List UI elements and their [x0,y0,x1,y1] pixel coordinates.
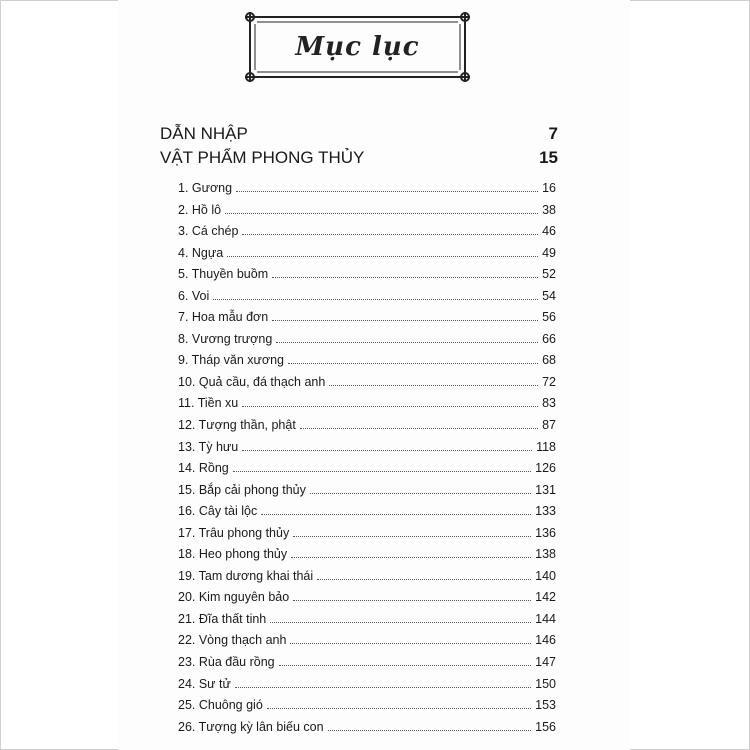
dot-leader [272,277,538,278]
dot-leader [227,256,538,257]
toc-entry-page-number: 38 [542,202,556,217]
toc-entry-page-number: 56 [542,310,556,325]
toc-entry [178,415,556,437]
toc-entry [178,609,556,631]
toc-entry-label: 24. Sư tử [178,676,231,691]
dot-leader [213,299,538,300]
toc-entry-label: 5. Thuyền buồm [178,267,269,282]
toc-entry-label: 13. Tỳ hưu [178,439,239,454]
toc-entry-label: 3. Cá chép [178,224,239,239]
toc-entry-page-number: 146 [535,633,556,648]
dot-leader [261,514,531,515]
toc-entry-page-number: 142 [535,590,556,605]
toc-entry-label: 17. Trâu phong thủy [178,525,290,540]
toc-entry-label: 8. Vương trượng [178,331,273,346]
toc-entry-label: 15. Bắp cải phong thủy [178,482,306,497]
section-page-number: 15 [539,148,558,167]
dot-leader [272,320,538,321]
toc-entry [178,286,556,308]
dot-leader [291,557,531,558]
section-feng-shui-items [160,148,558,168]
dot-leader [242,450,532,451]
toc-entry-label: 22. Vòng thạch anh [178,633,287,648]
toc-entry-label: 6. Voi [178,288,210,303]
toc-entry-page-number: 144 [535,611,556,626]
dot-leader [317,579,531,580]
toc-entry-page-number: 83 [542,396,556,411]
toc-entry-page-number: 68 [542,353,556,368]
toc-entry-page-number: 147 [535,655,556,670]
toc-entry-page-number: 52 [542,267,556,282]
toc-entry-page-number: 72 [542,374,556,389]
toc-entry-label: 1. Gương [178,181,233,195]
toc-entry-label: 12. Tượng thần, phật [178,418,296,433]
toc-entry-page-number: 16 [542,181,556,195]
toc-entry [178,480,556,502]
toc-entry-page-number: 156 [535,719,556,734]
title-frame [243,10,472,84]
toc-entry-page-number: 126 [535,461,556,476]
toc-entry-label: 16. Cây tài lộc [178,504,258,519]
toc-entry-page-number: 118 [536,439,556,454]
toc-entry-label: 21. Đĩa thất tinh [178,611,267,626]
dot-leader [290,643,531,644]
dot-leader [288,363,538,364]
section-label: DẪN NHẬP [160,124,248,143]
toc-entry-label: 7. Hoa mẫu đơn [178,310,269,325]
dot-leader [236,191,538,192]
section-intro [160,124,558,144]
toc-entry-label: 18. Heo phong thủy [178,547,288,562]
toc-entry [178,458,556,480]
toc-entry [178,674,556,696]
toc-list [178,178,556,738]
toc-entry-page-number: 87 [542,418,556,433]
dot-leader [279,665,532,666]
section-page-number: 7 [548,124,558,143]
toc-entry [178,501,556,523]
toc-entry [178,200,556,222]
dot-leader [276,342,538,343]
toc-entry-page-number: 140 [535,568,556,583]
toc-entry-label: 4. Ngựa [178,245,224,260]
toc-entry-label: 14. Rồng [178,461,229,476]
dot-leader [310,493,531,494]
dot-leader [242,234,538,235]
toc-entry-page-number: 54 [542,288,556,303]
toc-entry-label: 23. Rùa đầu rồng [178,655,275,670]
toc-entry [178,243,556,265]
toc-entry-label: 9. Tháp văn xương [178,353,284,368]
toc-entry [178,544,556,566]
toc-entry-label: 26. Tượng kỳ lân biếu con [178,719,324,734]
dot-leader [233,471,531,472]
dot-leader [270,622,531,623]
toc-entry-page-number: 46 [542,224,556,239]
toc-entry-label: 20. Kim nguyên bảo [178,590,290,605]
toc-entry-label: 10. Quả cầu, đá thạch anh [178,374,326,389]
toc-entry-label: 11. Tiền xu [178,396,239,411]
toc-entry [178,587,556,609]
toc-entry [178,566,556,588]
toc-entry [178,652,556,674]
dot-leader [328,730,532,731]
dot-leader [267,708,531,709]
toc-entry [178,307,556,329]
toc-entry-page-number: 136 [535,525,556,540]
toc-entry [178,221,556,243]
toc-entry [178,523,556,545]
toc-entry-label: 25. Chuông gió [178,698,263,713]
dot-leader [225,213,538,214]
dot-leader [300,428,538,429]
toc-entry [178,372,556,394]
page-title: Mục lục [295,32,420,62]
dot-leader [235,687,531,688]
toc-entry [178,264,556,286]
toc-entry-page-number: 131 [535,482,556,497]
section-label: VẬT PHẨM PHONG THỦY [160,148,365,167]
toc-entry-page-number: 66 [542,331,556,346]
dot-leader [293,536,531,537]
toc-entry-label: 19. Tam dương khai thái [178,568,314,583]
toc-entry [178,178,556,200]
toc-entry-label: 2. Hồ lô [178,202,222,217]
toc-entry [178,329,556,351]
toc-entry-page-number: 138 [535,547,556,562]
toc-entry [178,437,556,459]
dot-leader [293,600,531,601]
dot-leader [329,385,538,386]
toc-entry-page-number: 153 [535,698,556,713]
toc-entry-page-number: 133 [535,504,556,519]
toc-entry-page-number: 49 [542,245,556,260]
toc-entry [178,695,556,717]
toc-entry [178,350,556,372]
toc-entry-page-number: 150 [535,676,556,691]
toc-entry [178,393,556,415]
toc-entry [178,717,556,739]
dot-leader [242,406,538,407]
toc-entry [178,630,556,652]
